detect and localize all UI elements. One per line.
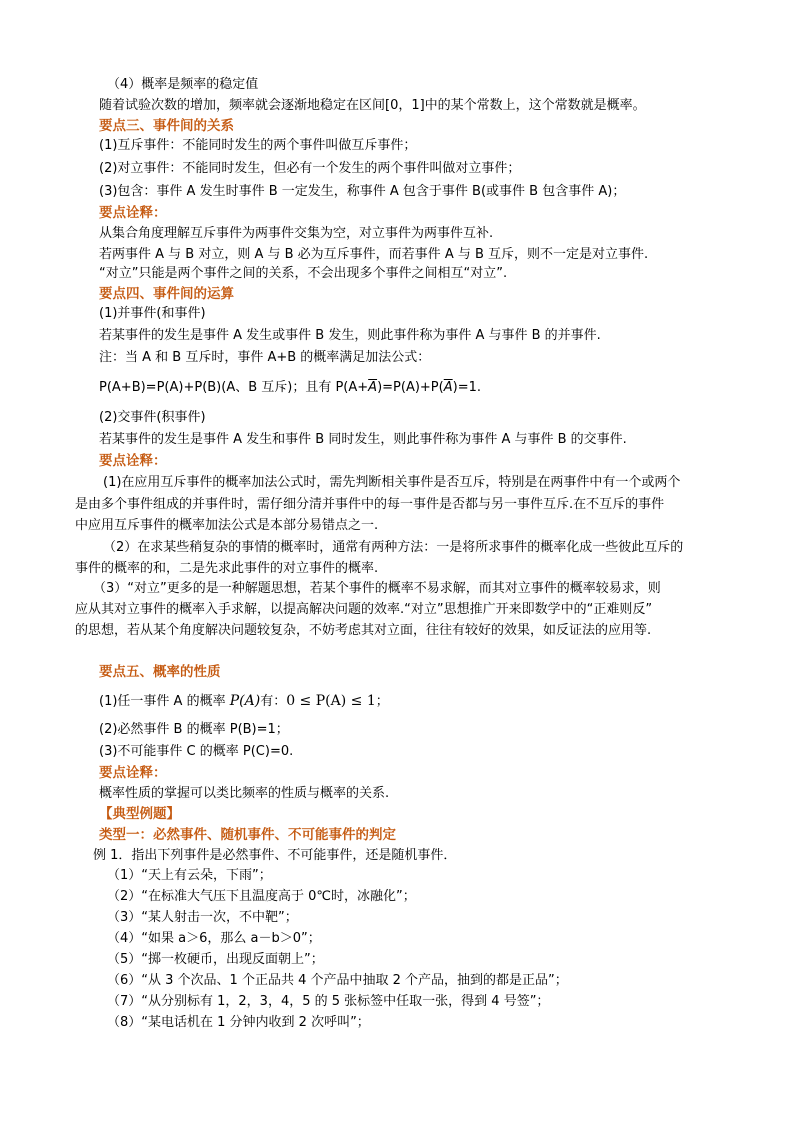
addition-formula: P(A+B)=P(A)+P(B)(A、B 互斥)；且有 $P(A+\overline{A})=P(A)+P(\overline{A})=1$. [99, 380, 482, 395]
complement-a-symbol: $\overline{A}$ [443, 380, 453, 395]
note-2-para-1-line-2: 是由多个事件组成的并事件时，需仔细分清并事件中的每一事件是否都与另一事件互斥.在不互斥的事件 [75, 497, 665, 512]
example-item: （4）“如果 a＞6，那么 a－b＞0”； [107, 931, 321, 946]
example-item: （5）“掷一枚硬币，出现反面朝上”； [107, 952, 324, 967]
note-2-para-2-line-1: （2）在求某些稍复杂的事情的概率时，通常有两种方法：一是将所求事件的概率化成一些彼此互斥的 [103, 540, 684, 555]
note-2-para-3-line-2: 应从其对立事件的概率入手求解，以提高解决问题的效率.“对立”思想推广开来即数学中的“正难则反” [75, 602, 653, 617]
note-2-para-3-line-1: （3）“对立”更多的是一种解题思想，若某个事件的概率不易求解，而其对立事件的概率较易求，则 [93, 581, 661, 596]
note-2-para-2-line-2: 事件的概率的和，二是先求此事件的对立事件的概率. [75, 561, 379, 576]
item-4-text: （4）概率是频率的稳定值 [107, 77, 259, 92]
example-item: （3）“某人射击一次，不中靶”； [107, 910, 298, 925]
example-item: （6）“从 3 个次品、1 个正品共 4 个产品中抽取 2 个产品，抽到的都是正品”； [107, 973, 568, 988]
note-heading-2: 要点诠释： [99, 453, 167, 469]
relation-item-2: (2)对立事件：不能同时发生，但必有一个发生的两个事件叫做对立事件； [99, 161, 521, 176]
note-1-line-1: 从集合角度理解互斥事件为两事件交集为空，对立事件为两事件互补. [99, 226, 494, 241]
note-2-para-1-line-1: (1)在应用互斥事件的概率加法公式时，需先判断相关事件是否互斥，特别是在两事件中有一个或两个 [103, 475, 681, 490]
complement-a-symbol: $\overline{A}$ [368, 380, 378, 395]
note-3-line-1: 概率性质的掌握可以类比频率的性质与概率的关系. [99, 786, 390, 801]
example-item: （8）“某电话机在 1 分钟内收到 2 次呼叫”； [107, 1015, 370, 1030]
probability-range-formula: 0 ≤ P(A) ≤ 1 [286, 693, 376, 709]
property-3: (3)不可能事件 C 的概率 P(C)=0. [99, 744, 294, 759]
type-1-heading: 类型一：必然事件、随机事件、不可能事件的判定 [99, 827, 396, 843]
union-event-title: (1)并事件(和事件) [99, 306, 206, 321]
union-event-definition: 若某事件的发生是事件 A 发生或事件 B 发生，则此事件称为事件 A 与事件 B 的并事件. [99, 328, 601, 343]
relation-item-1: (1)互斥事件：不能同时发生的两个事件叫做互斥事件； [99, 138, 417, 153]
example-item: （2）“在标准大气压下且温度高于 0℃时，冰融化”； [107, 889, 416, 904]
note-2-para-3-line-3: 的思想，若从某个角度解决问题较复杂，不妨考虑其对立面，往往有较好的效果，如反证法的应用等. [75, 623, 652, 638]
section-5-heading: 要点五、概率的性质 [99, 664, 221, 680]
intersection-event-definition: 若某事件的发生是事件 A 发生和事件 B 同时发生，则此事件称为事件 A 与事件 B 的交事件. [99, 432, 627, 447]
example-1-prompt: 例 1．指出下列事件是必然事件、不可能事件，还是随机事件． [93, 848, 457, 863]
relation-item-3: (3)包含：事件 A 发生时事件 B 一定发生，称事件 A 包含于事件 B(或事件 B 包含事件 A)； [99, 184, 626, 199]
property-1: (1)任一事件 A 的概率 P(A)有：0 ≤ P(A) ≤ 1； [99, 693, 389, 709]
note-heading-1: 要点诠释： [99, 205, 167, 221]
property-2: (2)必然事件 B 的概率 P(B)=1； [99, 722, 289, 737]
example-item: （7）“从分别标有 1，2，3，4，5 的 5 张标签中任取一张，得到 4 号签”； [107, 994, 550, 1009]
note-1-line-3: “对立”只能是两个事件之间的关系，不会出现多个事件之间相互“对立”. [99, 266, 508, 281]
example-item: （1）“天上有云朵，下雨”； [107, 868, 272, 883]
note-1-line-2: 若两事件 A 与 B 对立，则 A 与 B 必为互斥事件，而若事件 A 与 B 互斥，则不一定是对立事件. [99, 247, 649, 262]
addition-formula-note: 注：当 A 和 B 互斥时，事件 A+B 的概率满足加法公式： [99, 350, 431, 365]
note-2-para-1-line-3: 中应用互斥事件的概率加法公式是本部分易错点之一. [75, 518, 379, 533]
note-heading-3: 要点诠释： [99, 765, 167, 781]
section-3-heading: 要点三、事件间的关系 [99, 118, 234, 134]
intersection-event-title: (2)交事件(积事件) [99, 410, 206, 425]
section-4-heading: 要点四、事件间的运算 [99, 286, 234, 302]
probability-definition-text: 随着试验次数的增加，频率就会逐渐地稳定在区间[0，1]中的某个常数上，这个常数就是概率。 [99, 98, 646, 113]
typical-examples-heading: 【典型例题】 [99, 806, 180, 822]
